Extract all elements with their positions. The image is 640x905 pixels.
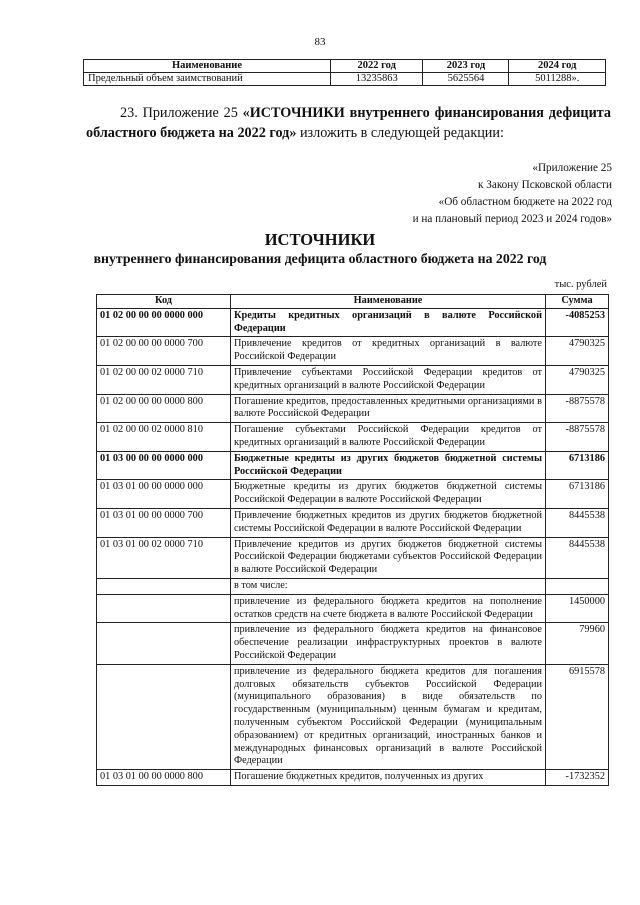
cell-2023: 5625564 [423,73,509,86]
amendment-number: 23. [120,105,138,121]
row-sum: 4790325 [546,365,609,394]
row-name: Погашение субъектами Российской Федерации кредитов от кредитных организаций в валюте Российской Федерации [231,423,546,452]
table-header-row [97,295,609,309]
page-number: 83 [314,36,326,48]
row-code [97,664,231,769]
table-row [97,594,609,623]
row-code: 01 03 01 00 00 0000 000 [97,480,231,509]
appendix-line: к Закону Псковской области [478,179,612,191]
cell-2024: 5011288». [509,73,606,86]
row-name: Привлечение бюджетных кредитов из других бюджетов бюджетной системы Российской Федерации в валюте Российской Федерации [231,508,546,537]
header-sum: Сумма [546,295,609,309]
row-code: 01 03 01 00 00 0000 800 [97,770,231,786]
row-sum: 6713186 [546,480,609,509]
table-row [97,365,609,394]
row-code: 01 02 00 00 00 0000 800 [97,394,231,423]
table-row [97,451,609,480]
row-sum: -4085253 [546,308,609,337]
table-row [84,73,606,86]
row-name: привлечение из федерального бюджета кредитов на финансовое обеспечение реализации инфраструктурных проектов в валюте Российской Федерации [231,623,546,664]
table-row [97,337,609,366]
table-row [97,394,609,423]
cell-2022: 13235863 [331,73,423,86]
header-name: Наименование [84,60,331,73]
row-code [97,623,231,664]
row-name: Погашение кредитов, предоставленных кредитными организациями в валюте Российской Федерации [231,394,546,423]
table-row [97,664,609,769]
document-subtitle: внутреннего финансирования дефицита областного бюджета на 2022 год [93,251,547,266]
row-sum: 6713186 [546,451,609,480]
row-sum: -8875578 [546,394,609,423]
row-code: 01 02 00 00 00 0000 700 [97,337,231,366]
header-name: Наименование [231,295,546,309]
header-2022: 2022 год [331,60,423,73]
row-name: Привлечение субъектами Российской Федерации кредитов от кредитных организаций в валюте Российской Федерации [231,365,546,394]
row-code: 01 03 01 00 02 0000 710 [97,537,231,578]
header-2023: 2023 год [423,60,509,73]
row-name: привлечение из федерального бюджета кредитов на пополнение остатков средств на счете бюджета в валюте Российской Федерации [231,594,546,623]
amendment-text-bold: «ИСТОЧНИКИ внутреннего финансирования дефицита областного бюджета на 2022 год» [86,105,611,141]
table-row [97,308,609,337]
row-name: Привлечение кредитов из других бюджетов бюджетной системы Российской Федерации бюджетами субъектов Российской Федерации в валюте Российской Федерации [231,537,546,578]
amendment-text-before: Приложение 25 [142,105,243,121]
row-code [97,578,231,594]
row-code: 01 02 00 00 00 0000 000 [97,308,231,337]
row-code: 01 03 00 00 00 0000 000 [97,451,231,480]
appendix-line: и на плановый период 2023 и 2024 годов» [412,213,612,225]
row-sum: 79960 [546,623,609,664]
row-sum [546,578,609,594]
row-sum: 1450000 [546,594,609,623]
row-name: привлечение из федерального бюджета кредитов для погашения долговых обязательств субъектов Российской Федерации (муниципального образования) в виде обязательств по государственным (муниципальным) ценным бумагам и кредитам, полученным субъектом Российской Федерации (муниципальным образованием) от кредитных организаций, иностранных банков и международных финансовых организаций в валюте Российской Федерации [231,664,546,769]
table-row [97,770,609,786]
row-sum: 6915578 [546,664,609,769]
row-name: Кредиты кредитных организаций в валюте Российской Федерации [231,308,546,337]
header-code: Код [97,295,231,309]
row-code: 01 02 00 00 02 0000 710 [97,365,231,394]
row-name: в том числе: [231,578,546,594]
table-row [97,578,609,594]
amendment-paragraph [86,103,611,143]
appendix-line: «Об областном бюджете на 2022 год [438,196,612,208]
row-code [97,594,231,623]
table-row [97,537,609,578]
row-code: 01 02 00 00 02 0000 810 [97,423,231,452]
row-sum: -1732352 [546,770,609,786]
row-sum: -8875578 [546,423,609,452]
row-name: Бюджетные кредиты из других бюджетов бюджетной системы Российской Федерации в валюте Российской Федерации [231,480,546,509]
row-name: Погашение бюджетных кредитов, полученных из других [231,770,546,786]
row-sum: 8445538 [546,508,609,537]
table-row [97,423,609,452]
amendment-text-after: изложить в следующей редакции: [296,125,504,141]
row-sum: 8445538 [546,537,609,578]
cell-name: Предельный объем заимствований [84,73,331,86]
appendix-reference [232,160,612,228]
units-label: тыс. рублей [554,279,607,290]
table-row [97,623,609,664]
row-name: Бюджетные кредиты из других бюджетов бюджетной системы Российской Федерации [231,451,546,480]
row-sum: 4790325 [546,337,609,366]
header-2024: 2024 год [509,60,606,73]
borrowing-limit-table [83,59,606,86]
table-row [97,508,609,537]
sources-table [96,294,609,786]
document-title: ИСТОЧНИКИ [264,230,376,249]
row-code: 01 03 01 00 00 0000 700 [97,508,231,537]
row-name: Привлечение кредитов от кредитных организаций в валюте Российской Федерации [231,337,546,366]
appendix-line: «Приложение 25 [532,162,612,174]
table-header-row [84,60,606,73]
table-row [97,480,609,509]
